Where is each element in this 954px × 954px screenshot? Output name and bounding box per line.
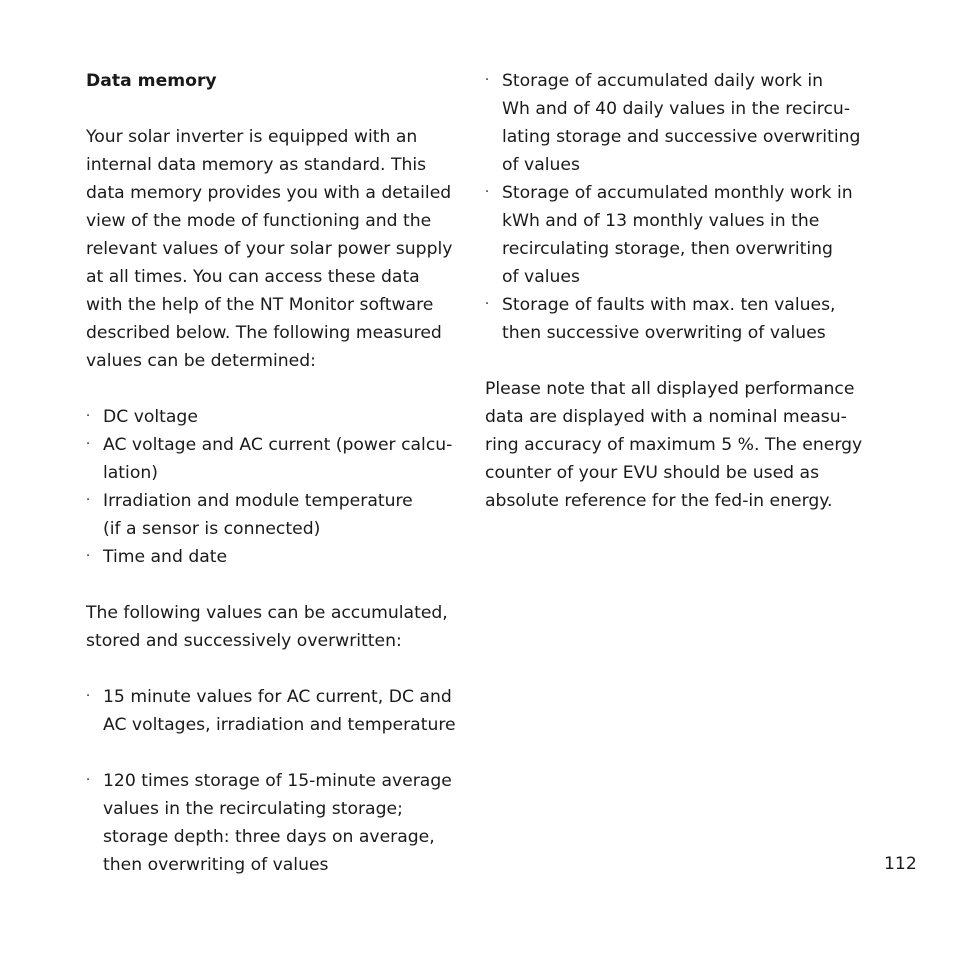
accumulated-intro-line: stored and successively overwritten: [86,631,402,651]
list-item-line: Storage of accumulated daily work in [502,71,824,91]
right-column [485,67,863,515]
list-item-line: of values [502,267,580,287]
list-item [485,67,861,179]
list-item [86,487,458,543]
bullet-mark: · [86,549,91,564]
list-item-line: Wh and of 40 daily values in the recircu- [502,99,851,119]
left-column [86,67,458,879]
intro-line: data memory provides you with a detailed [86,183,452,203]
list-item-line: values in the recirculating storage; [103,799,403,819]
list-item-line: kWh and of 13 monthly values in the [502,211,820,231]
list-item-line: storage depth: three days on average, [103,827,435,847]
list-item-line: Irradiation and module temperature [103,491,413,511]
bullet-mark: · [86,493,91,508]
accumulated-intro-paragraph [86,599,458,655]
list-item-line: lating storage and successive overwriting [502,127,861,147]
measured-values-list [86,403,458,571]
note-line: counter of your EVU should be used as [485,463,820,483]
note-line: data are displayed with a nominal measu- [485,407,847,427]
list-item-line: AC voltage and AC current (power calcu- [103,435,453,455]
accuracy-note-paragraph [485,375,863,515]
list-item-line: lation) [103,463,158,483]
list-item [86,767,458,879]
intro-line: internal data memory as standard. This [86,155,427,175]
list-item-line: then overwriting of values [103,855,329,875]
list-item [86,683,458,739]
intro-line: described below. The following measured [86,323,442,343]
list-item-line: recirculating storage, then overwriting [502,239,833,259]
list-item-line: 120 times storage of 15-minute average [103,771,452,791]
intro-line: relevant values of your solar power supply [86,239,453,259]
list-item-line: of values [502,155,580,175]
list-item-line: then successive overwriting of values [502,323,826,343]
intro-line: values can be determined: [86,351,316,371]
list-item [86,431,458,487]
bullet-mark: · [86,773,91,788]
accumulated-values-list-b [86,767,458,879]
bullet-mark: · [86,437,91,452]
note-line: ring accuracy of maximum 5 %. The energy [485,435,863,455]
list-item-line: (if a sensor is connected) [103,519,321,539]
bullet-mark: · [485,297,490,312]
bullet-mark: · [485,73,490,88]
intro-line: at all times. You can access these data [86,267,420,287]
list-item-line: Storage of faults with max. ten values, [502,295,836,315]
list-item [485,179,857,291]
intro-line: Your solar inverter is equipped with an [86,127,418,147]
accumulated-intro-line: The following values can be accumulated, [86,603,448,623]
list-item [86,403,458,431]
bullet-mark: · [485,185,490,200]
list-item [86,543,458,571]
list-item-line: 15 minute values for AC current, DC and [103,687,452,707]
intro-line: view of the mode of functioning and the [86,211,432,231]
bullet-mark: · [86,689,91,704]
page-number: 112 [884,854,917,874]
bullet-mark: · [86,409,91,424]
intro-line: with the help of the NT Monitor software [86,295,434,315]
section-heading: Data memory [86,71,217,91]
list-item-line: Storage of accumulated monthly work in [502,183,853,203]
note-line: Please note that all displayed performance [485,379,855,399]
list-item-line: DC voltage [103,407,198,427]
list-item [485,291,857,347]
list-item-line: AC voltages, irradiation and temperature [103,715,456,735]
storage-list [485,67,861,347]
list-item-line: Time and date [103,547,228,567]
accumulated-values-list-a [86,683,458,739]
intro-paragraph [86,123,458,375]
note-line: absolute reference for the fed-in energy. [485,491,833,511]
